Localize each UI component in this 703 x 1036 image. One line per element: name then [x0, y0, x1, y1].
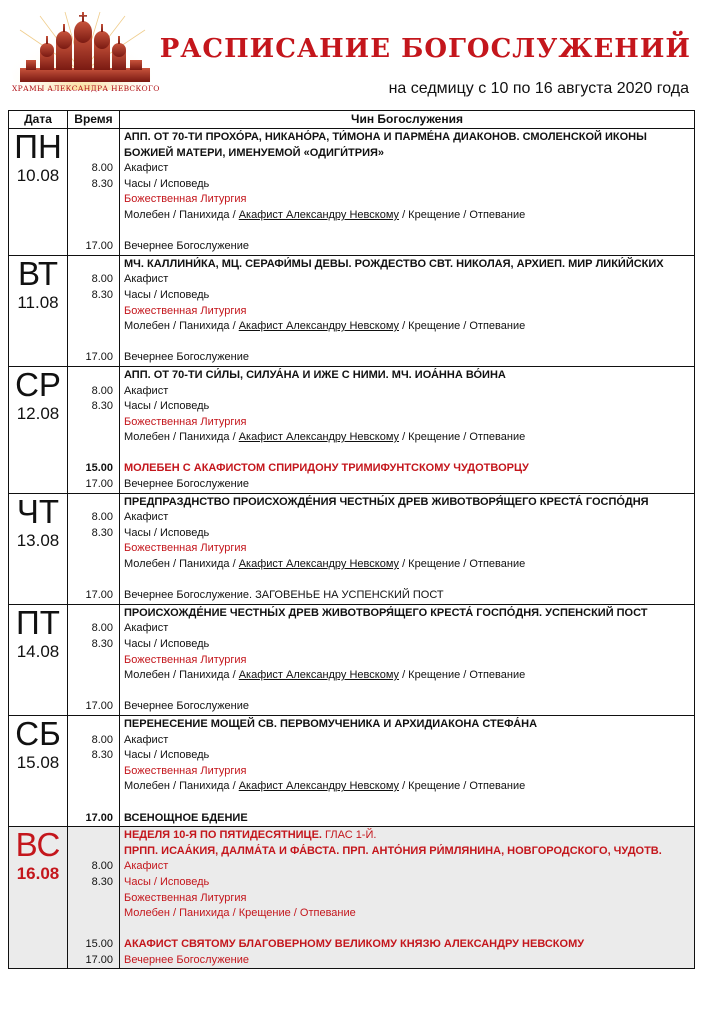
time-cell: [68, 366, 120, 493]
day-date: 16.08: [16, 864, 60, 884]
service-time: 8.00: [91, 622, 113, 635]
service-line: Часы / Исповедь: [124, 875, 210, 888]
service-line: Часы / Исповедь: [124, 288, 210, 301]
service-text: / Крещение / Отпевание: [399, 558, 526, 571]
service-time: [68, 717, 113, 733]
service-text: / Крещение / Отпевание: [399, 320, 526, 333]
service-line: Акафист: [124, 273, 169, 286]
service-time: [68, 891, 113, 907]
service-line: Акафист: [124, 511, 169, 524]
service-line: МОЛЕБЕН С АКАФИСТОМ СПИРИДОНУ ТРИМИФУНТСКОМУ ЧУДОТВОРЦУ: [124, 462, 529, 475]
day-of-week: ЧТ: [16, 492, 60, 530]
service-time: [68, 257, 113, 273]
date-cell: [9, 129, 68, 256]
day-row: [9, 493, 695, 604]
service-line: Божественная Литургия: [124, 891, 247, 904]
page-title: РАСПИСАНИЕ БОГОСЛУЖЕНИЙ: [159, 34, 691, 64]
service-line: МЧ. КАЛЛИНИ́КА, МЦ. СЕРАФИ́МЫ ДЕВЫ. РОЖДЕСТВО СВТ. НИКОЛАЯ, АРХИЕП. МИР ЛИКИ́ЙСКИХ: [124, 257, 664, 270]
service-text: Молебен / Панихида /: [124, 780, 239, 793]
service-line: [124, 430, 692, 446]
service-line: Вечернее Богослужение. ЗАГОВЕНЬЕ НА УСПЕНСКИЙ ПОСТ: [124, 589, 444, 602]
service-line: Божественная Литургия: [124, 304, 247, 317]
service-text: Молебен / Панихида /: [124, 431, 239, 444]
service-line: [124, 224, 692, 240]
service-line: Божественная Литургия: [124, 415, 247, 428]
service-time: [68, 146, 113, 162]
service-time: 8.00: [91, 733, 113, 746]
service-time: 15.00: [85, 938, 113, 951]
service-time: [68, 779, 113, 795]
service-line: Вечернее Богослужение: [124, 240, 250, 253]
service-time: 8.00: [91, 162, 113, 175]
service-cell: [120, 129, 695, 256]
service-time: 8.30: [91, 526, 113, 539]
service-time: 17.00: [85, 589, 113, 602]
service-line: [124, 335, 692, 351]
table-header-row: [9, 111, 695, 129]
akathist-link[interactable]: Акафист Александру Невскому: [238, 780, 400, 793]
day-of-week: СР: [15, 365, 61, 403]
service-text: / Крещение / Отпевание: [399, 208, 526, 221]
service-time: [68, 335, 113, 351]
page-subtitle: на седмицу с 10 по 16 августа 2020 года: [388, 80, 689, 97]
service-line: [124, 446, 692, 462]
service-time: [68, 415, 113, 431]
day-date: 11.08: [17, 292, 59, 312]
service-cell: [120, 255, 695, 366]
service-time: 8.00: [91, 384, 113, 397]
date-cell: [9, 827, 68, 969]
day-of-week: ПН: [14, 128, 62, 165]
service-line: [124, 795, 692, 811]
service-time: 8.30: [91, 177, 113, 190]
service-time: [68, 446, 113, 462]
service-line: Часы / Исповедь: [124, 638, 210, 650]
service-time: 8.30: [91, 288, 113, 301]
service-time: 8.00: [91, 511, 113, 524]
time-cell: [68, 604, 120, 715]
service-text: Молебен / Панихида /: [124, 320, 239, 333]
service-time: 8.00: [91, 860, 113, 873]
service-line: Божественная Литургия: [124, 542, 247, 555]
service-line: ПРЕДПРАЗДНСТВО ПРОИСХОЖДЕ́НИЯ ЧЕСТНЫ́Х ДРЕВ ЖИВОТВОРЯ́ЩЕГО КРЕСТА́ ГОСПО́ДНЯ: [124, 495, 649, 508]
service-time: [68, 653, 113, 669]
service-time: [68, 573, 113, 589]
service-line: ПРПП. ИСАА́КИЯ, ДАЛМА́ТА И ФА́ВСТА. ПРП. АНТО́НИЯ РИ́МЛЯНИНА, НОВГОРОДСКОГО, ЧУДОТВ.: [124, 844, 662, 857]
akathist-link[interactable]: Акафист Александру Невскому: [238, 320, 400, 333]
service-time: [68, 668, 113, 684]
date-cell: [9, 715, 68, 826]
service-time: 8.30: [91, 749, 113, 762]
day-date: 12.08: [16, 403, 60, 423]
service-line: Часы / Исповедь: [124, 400, 210, 413]
service-time: [68, 906, 113, 922]
service-line: [124, 684, 692, 700]
service-line: Акафист: [124, 860, 169, 873]
service-time: [68, 304, 113, 320]
service-time: [68, 224, 113, 240]
date-cell: [9, 604, 68, 715]
service-time: 8.30: [91, 638, 113, 650]
service-line: Молебен / Панихида / Крещение / Отпевание: [124, 907, 356, 920]
service-time: 17.00: [85, 811, 113, 824]
day-date: 10.08: [16, 166, 60, 185]
service-time: 8.00: [91, 273, 113, 286]
service-time: [68, 541, 113, 557]
service-time: 8.30: [91, 400, 113, 413]
service-cell: [120, 493, 695, 604]
service-line: АПП. ОТ 70-ТИ ПРОХО́РА, НИКАНО́РА, ТИ́МОНА И ПАРМЕ́НА ДИАКОНОВ. СМОЛЕНСКОЙ ИКОНЫ: [124, 131, 647, 143]
service-cell: [120, 827, 695, 969]
service-line: [124, 573, 692, 589]
service-time: 8.30: [91, 875, 113, 888]
service-line: Часы / Исповедь: [124, 749, 210, 762]
day-of-week: ВС: [15, 826, 61, 864]
service-line: Вечернее Богослужение: [124, 700, 250, 713]
service-line: [124, 557, 692, 573]
column-header-service: Чин Богослужения: [120, 111, 695, 129]
service-time: [68, 319, 113, 335]
church-icon: [10, 10, 160, 90]
day-of-week: ПТ: [16, 603, 60, 641]
service-time: 17.00: [85, 700, 113, 713]
column-header-date: Дата: [9, 111, 68, 129]
time-cell: [68, 715, 120, 826]
service-time: [68, 192, 113, 208]
service-line: Вечернее Богослужение: [124, 953, 250, 966]
logo-caption: ХРАМЫ АЛЕКСАНДРА НЕВСКОГО: [12, 84, 160, 93]
schedule-table: [8, 110, 695, 969]
day-row: [9, 715, 695, 826]
day-date: 13.08: [16, 530, 60, 550]
service-line: Божественная Литургия: [124, 764, 247, 777]
service-time: 17.00: [85, 953, 113, 966]
service-time: [68, 557, 113, 573]
day-row: [9, 129, 695, 256]
service-line: Акафист: [124, 162, 169, 175]
service-time: 17.00: [85, 478, 113, 491]
service-text: / Крещение / Отпевание: [399, 431, 526, 444]
service-line: Акафист: [124, 733, 169, 746]
service-line: Вечернее Богослужение: [124, 478, 250, 491]
service-text: НЕДЕЛЯ 10-Я ПО ПЯТИДЕСЯТНИЦЕ.: [124, 829, 322, 842]
service-text: Молебен / Панихида /: [124, 669, 239, 682]
service-time: [68, 130, 113, 146]
schedule-body: [9, 129, 695, 969]
service-line: Божественная Литургия: [124, 193, 247, 206]
service-line: АКАФИСТ СВЯТОМУ БЛАГОВЕРНОМУ ВЕЛИКОМУ КНЯЗЮ АЛЕКСАНДРУ НЕВСКОМУ: [124, 938, 585, 951]
time-cell: [68, 493, 120, 604]
day-of-week: СБ: [15, 714, 61, 752]
service-time: 17.00: [85, 351, 113, 364]
service-line: Акафист: [124, 384, 169, 397]
day-row: [9, 366, 695, 493]
time-cell: [68, 255, 120, 366]
service-line: Вечернее Богослужение: [124, 351, 250, 364]
service-text: Молебен / Панихида /: [124, 558, 239, 571]
akathist-link[interactable]: Акафист Александру Невскому: [238, 208, 400, 221]
day-row: [9, 604, 695, 715]
service-time: [68, 368, 113, 384]
time-cell: [68, 827, 120, 969]
date-cell: [9, 493, 68, 604]
service-time: [68, 922, 113, 938]
service-cell: [120, 604, 695, 715]
service-time: 15.00: [85, 462, 113, 475]
date-cell: [9, 255, 68, 366]
service-text: / Крещение / Отпевание: [399, 669, 526, 682]
akathist-link[interactable]: Акафист Александру Невскому: [238, 558, 400, 571]
service-line: [124, 668, 692, 684]
service-line: [124, 208, 692, 224]
service-line: [124, 922, 692, 938]
service-line: Часы / Исповедь: [124, 177, 210, 190]
service-time: [68, 828, 113, 844]
service-line: [124, 319, 692, 335]
service-text: Молебен / Панихида /: [124, 208, 239, 221]
service-cell: [120, 366, 695, 493]
service-line: ПРОИСХОЖДЕ́НИЕ ЧЕСТНЫ́Х ДРЕВ ЖИВОТВОРЯ́ЩЕГО КРЕСТА́ ГОСПО́ДНЯ. УСПЕНСКИЙ ПОСТ: [124, 606, 648, 619]
service-line: Акафист: [124, 622, 169, 635]
service-line: [124, 779, 692, 795]
service-line: АПП. ОТ 70-ТИ СИ́ЛЫ, СИЛУА́НА И ИЖЕ С НИМИ. МЧ. ИОА́ННА ВО́ИНА: [124, 368, 506, 381]
service-time: 17.00: [85, 240, 113, 253]
time-cell: [68, 129, 120, 256]
service-time: [68, 208, 113, 224]
day-row: [9, 255, 695, 366]
service-cell: [120, 715, 695, 826]
service-time: [68, 606, 113, 622]
service-line: ВСЕНОЩНОЕ БДЕНИЕ: [124, 811, 248, 824]
service-line: Часы / Исповедь: [124, 526, 210, 539]
day-date: 15.08: [16, 752, 60, 772]
column-header-time: Время: [68, 111, 120, 129]
service-line: Божественная Литургия: [124, 653, 247, 666]
day-date: 14.08: [16, 641, 60, 661]
service-text: ГЛАС 1-Й.: [321, 829, 377, 842]
date-cell: [9, 366, 68, 493]
service-line: БОЖИЕЙ МАТЕРИ, ИМЕНУЕМОЙ «ОДИГИ́ТРИЯ»: [124, 146, 385, 159]
day-row: [9, 827, 695, 969]
service-time: [68, 430, 113, 446]
service-line: ПЕРЕНЕСЕНИЕ МОЩЕЙ СВ. ПЕРВОМУЧЕНИКА И АРХИДИАКОНА СТЕФА́НА: [124, 717, 538, 730]
service-time: [68, 495, 113, 511]
service-time: [68, 795, 113, 811]
service-line: [124, 828, 692, 844]
akathist-link[interactable]: Акафист Александру Невскому: [238, 431, 400, 444]
service-text: / Крещение / Отпевание: [399, 780, 526, 793]
akathist-link[interactable]: Акафист Александру Невскому: [238, 669, 400, 682]
service-time: [68, 764, 113, 780]
day-of-week: ВТ: [18, 254, 58, 292]
service-time: [68, 684, 113, 700]
service-time: [68, 844, 113, 860]
